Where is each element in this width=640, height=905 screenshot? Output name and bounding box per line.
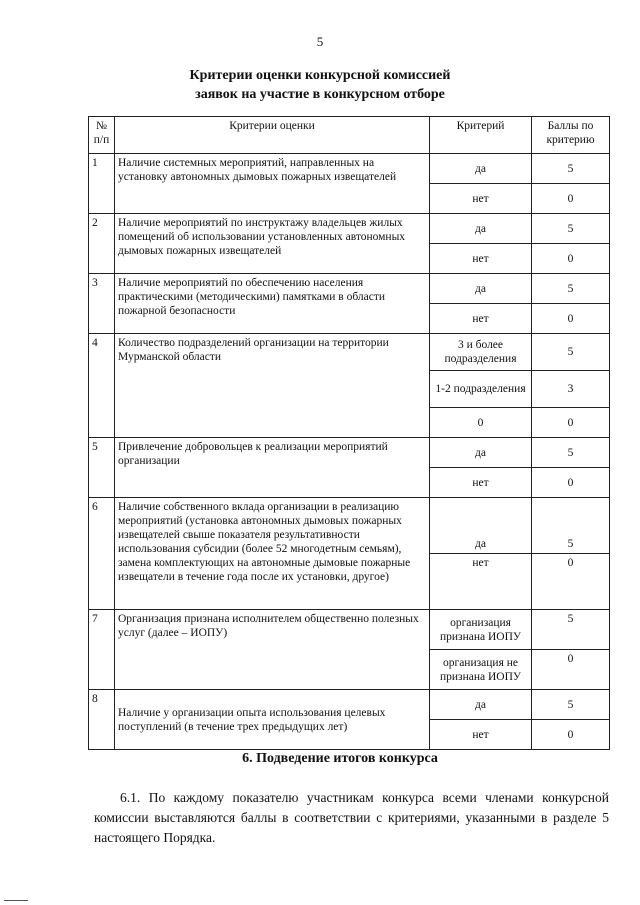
criterion-text: Организация признана исполнителем общественно полезных услуг (далее – ИОПУ) [115, 610, 430, 690]
scan-edge-mark [4, 900, 28, 901]
header-criteria: Критерии оценки [115, 117, 430, 154]
criterion-value: нет [430, 184, 532, 214]
header-criterion: Критерий [430, 117, 532, 154]
criterion-value: да [430, 214, 532, 244]
criterion-points: 0 [532, 244, 610, 274]
criterion-points: 0 [532, 184, 610, 214]
page-title [0, 66, 640, 104]
section-heading: 6. Подведение итогов конкурса [242, 751, 438, 766]
title-line-1: Критерии оценки конкурсной комиссией [189, 68, 451, 83]
criterion-points: 0 [532, 554, 610, 610]
criterion-points: 0 [532, 720, 610, 750]
criterion-points: 0 [532, 468, 610, 498]
criterion-text: Наличие мероприятий по обеспечению населения практическими (методическими) памятками в области пожарной безопасности [115, 274, 430, 334]
criterion-value: 3 и более подразделения [430, 334, 532, 371]
criterion-value: нет [430, 304, 532, 334]
criterion-points: 5 [532, 214, 610, 244]
table-row [89, 334, 610, 371]
criterion-value: нет [430, 554, 532, 610]
title-line-2: заявок на участие в конкурсном отборе [195, 87, 445, 102]
criterion-text: Наличие системных мероприятий, направленных на установку автономных дымовых пожарных извещателей [115, 154, 430, 214]
criterion-text: Привлечение добровольцев к реализации мероприятий организации [115, 438, 430, 498]
row-number: 5 [89, 438, 115, 498]
criterion-value: да [430, 690, 532, 720]
criterion-text: Наличие мероприятий по инструктажу владельцев жилых помещений об использовании установленных автономных дымовых пожарных извещателей [115, 214, 430, 274]
criterion-value: да [430, 498, 532, 554]
row-number: 6 [89, 498, 115, 610]
criterion-points: 3 [532, 371, 610, 408]
row-number: 8 [89, 690, 115, 750]
criterion-value: да [430, 438, 532, 468]
criterion-points: 5 [532, 610, 610, 650]
criterion-value: нет [430, 468, 532, 498]
table-row [89, 438, 610, 468]
row-number: 4 [89, 334, 115, 438]
table-row [89, 274, 610, 304]
criterion-value: организация не признана ИОПУ [430, 650, 532, 690]
criterion-text: Наличие собственного вклада организации в реализацию мероприятий (установка автономных дымовых пожарных извещателей свыше показателя результативности использования субсидии (более 52 многодетным семьям), замена комплектующих на автономные дымовые пожарные извещатели в течение года после их установки, другое) [115, 498, 430, 610]
criterion-value: да [430, 154, 532, 184]
criterion-value: 0 [430, 408, 532, 438]
criterion-text: Наличие у организации опыта использования целевых поступлений (в течение трех предыдущих лет) [115, 690, 430, 750]
criterion-points: 5 [532, 498, 610, 554]
criterion-value: нет [430, 720, 532, 750]
row-number: 7 [89, 610, 115, 690]
criterion-value: 1-2 подразделения [430, 371, 532, 408]
row-number: 1 [89, 154, 115, 214]
body-paragraph: 6.1. По каждому показателю участникам конкурса всеми членами конкурсной комиссии выставляются баллы в соответствии с критериями, указанными в разделе 5 настоящего Порядка. [94, 790, 609, 845]
header-points: Баллы по критерию [532, 117, 610, 154]
table-row [89, 690, 610, 720]
row-number: 2 [89, 214, 115, 274]
criterion-points: 0 [532, 408, 610, 438]
table-row [89, 610, 610, 650]
criterion-points: 5 [532, 438, 610, 468]
page-number: 5 [316, 34, 324, 49]
criterion-value: да [430, 274, 532, 304]
criterion-points: 5 [532, 274, 610, 304]
row-number: 3 [89, 274, 115, 334]
criterion-value: нет [430, 244, 532, 274]
table-row [89, 214, 610, 244]
criterion-points: 5 [532, 154, 610, 184]
criterion-text: Количество подразделений организации на территории Мурманской области [115, 334, 430, 438]
table-row [89, 498, 610, 554]
criterion-value: организация признана ИОПУ [430, 610, 532, 650]
criterion-points: 0 [532, 304, 610, 334]
header-num: № п/п [89, 117, 115, 154]
criteria-table [88, 116, 610, 750]
criterion-points: 0 [532, 650, 610, 690]
criterion-points: 5 [532, 690, 610, 720]
table-row [89, 154, 610, 184]
criterion-points: 5 [532, 334, 610, 371]
